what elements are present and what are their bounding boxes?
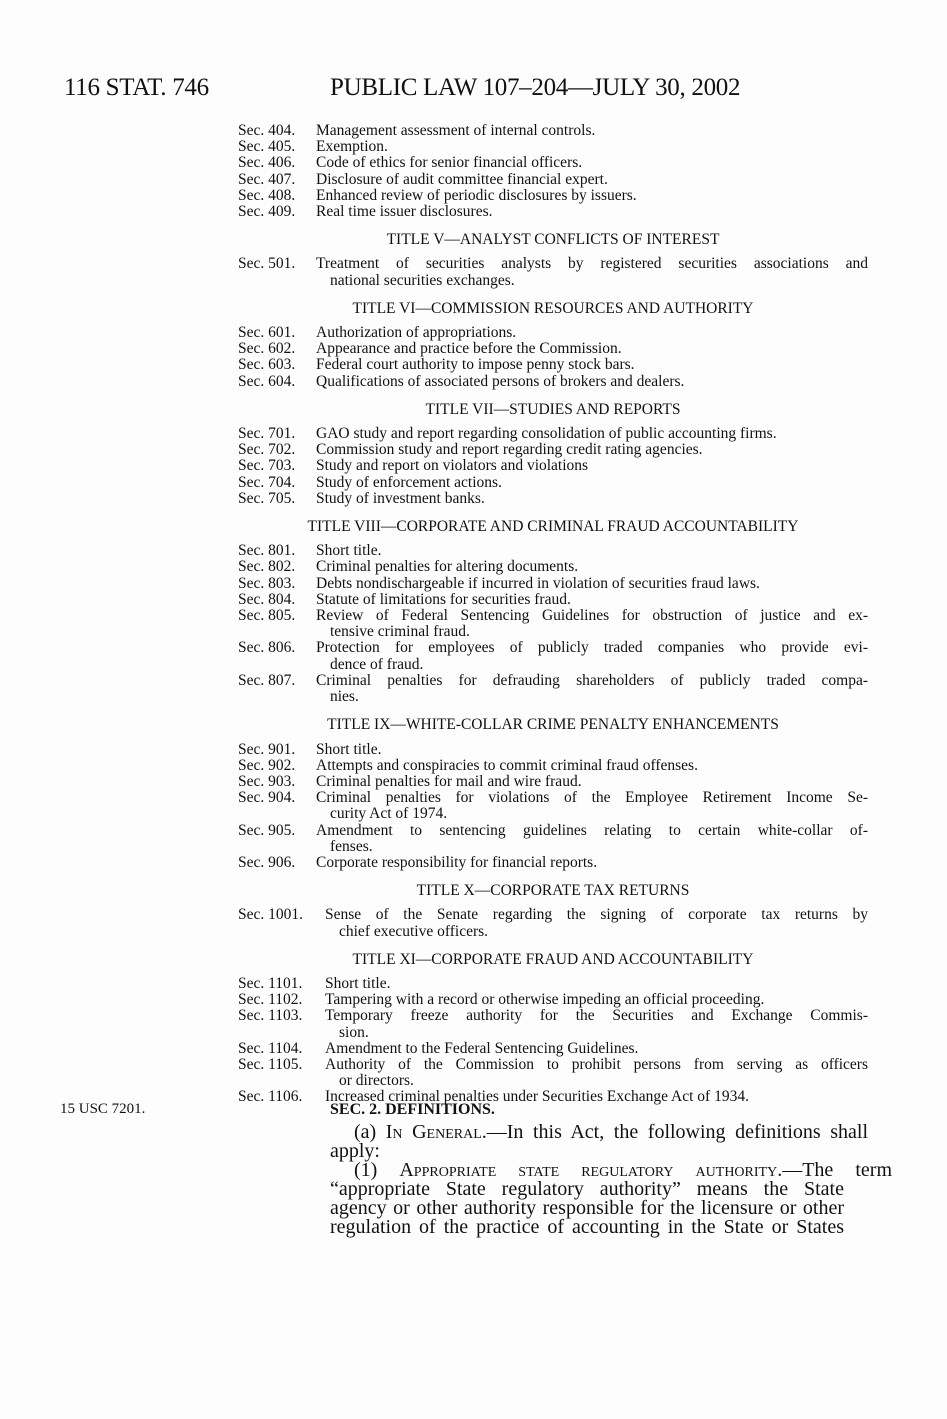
section-title [325,907,868,939]
section-number: Sec. 802. [238,558,296,576]
toc-entry [238,491,868,507]
section-title [316,640,868,672]
section-title-line: curity Act of 1974. [330,805,448,823]
section-number: Sec. 705. [238,489,296,507]
toc-entry [238,204,868,220]
section-title [316,855,868,871]
section-title [316,204,868,220]
section-title [316,823,868,855]
section-number: Sec. 409. [238,203,296,221]
section-title [316,491,868,507]
section-title [325,1057,868,1089]
section-title-line: Management assessment of internal controls. [316,122,596,139]
section-number: Sec. 801. [238,542,296,560]
section-title [316,123,868,139]
section-title [316,374,868,390]
section-body [330,1121,892,1238]
section-title-line: Enhanced review of periodic disclosures by issuers. [316,186,637,204]
section-number: Sec. 404. [238,122,296,139]
section-number: Sec. 701. [238,425,296,443]
body-text: —The term [782,1159,892,1181]
section-title [325,1008,868,1040]
section-heading: SEC. 2. DEFINITIONS. [330,1101,495,1118]
section-title-line: dence of fraud. [330,655,424,673]
body-line: “appropriate State regulatory authority” means the State [330,1178,844,1200]
toc-entry [238,1008,868,1040]
toc-entry [238,907,868,939]
section-number: Sec. 1106. [238,1088,303,1106]
section-title [316,608,868,640]
toc-entry [238,123,868,139]
section-number: Sec. 604. [238,372,296,390]
toc-entry [238,172,868,188]
toc-entry [238,592,868,608]
section-title [325,992,868,1008]
toc-entry [238,256,868,288]
section-title-line: Criminal penalties for altering documents. [316,558,579,576]
section-title-line: Code of ethics for senior financial officers. [316,154,583,172]
toc-entry [238,475,868,491]
section-title-line: Disclosure of audit committee financial expert. [316,170,608,188]
section-title [316,325,868,341]
toc-entry [238,188,868,204]
section-number: Sec. 902. [238,756,296,774]
section-number: Sec. 905. [238,821,296,839]
body-line [330,1123,868,1142]
section-title-line: fenses. [330,837,373,855]
toc-entry [238,341,868,357]
section-number: Sec. 1101. [238,974,303,992]
section-title-line: Real time issuer disclosures. [316,203,493,221]
section-title-line: tensive criminal fraud. [330,623,470,641]
section-title [316,357,868,373]
section-title [316,188,868,204]
toc-entry [238,1041,868,1057]
section-number: Sec. 804. [238,590,296,608]
section-number: Sec. 1102. [238,991,303,1009]
section-title [316,442,868,458]
section-title-line: Study of investment banks. [316,489,485,507]
title-heading: TITLE IX—WHITE-COLLAR CRIME PENALTY ENHANCEMENTS [327,716,779,734]
section-title [316,774,868,790]
section-title-line: Statute of limitations for securities fraud. [316,590,571,608]
section-number: Sec. 807. [238,671,296,689]
section-title [325,976,868,992]
section-number: Sec. 1103. [238,1007,303,1025]
title-heading: TITLE VII—STUDIES AND REPORTS [425,400,681,418]
section-title-line: Protection for employees of publicly traded companies who provide evi- [316,639,868,657]
toc-entry [238,758,868,774]
margin-note: 15 USC 7201. [60,1101,146,1117]
section-title-line: chief executive officers. [339,922,489,940]
section-title-line: Federal court authority to impose penny stock bars. [316,356,635,374]
section-title-line: Short title. [316,542,382,560]
section-title-line: GAO study and report regarding consolidation of public accounting firms. [316,425,777,443]
section-title [316,426,868,442]
section-title-line: Temporary freeze authority for the Securities and Exchange Commis- [325,1007,868,1025]
paragraph-label: (1) [354,1159,400,1181]
toc-entry [238,139,868,155]
section-title [316,673,868,705]
subsection-caption: In General. [385,1121,487,1143]
section-title [316,139,868,155]
section-title-line: Sense of the Senate regarding the signing of corporate tax returns by [325,906,868,924]
section-title-line: or directors. [339,1072,414,1090]
section-number: Sec. 903. [238,772,296,790]
section-title [325,1041,868,1057]
section-title [316,172,868,188]
table-of-contents [238,123,868,1106]
section-title-line: Short title. [325,974,391,992]
title-heading: TITLE X—CORPORATE TAX RETURNS [416,882,690,900]
section-title-line: Corporate responsibility for financial reports. [316,853,598,871]
toc-entry [238,976,868,992]
section-number: Sec. 904. [238,789,296,807]
toc-entry [238,640,868,672]
section-title [316,742,868,758]
section-title-line: Criminal penalties for mail and wire fraud. [316,772,582,790]
section-number: Sec. 1001. [238,906,304,924]
toc-entry [238,742,868,758]
section-title-line: Debts nondischargeable if incurred in violation of securities fraud laws. [316,574,760,592]
section-title-line: Appearance and practice before the Commission. [316,340,622,358]
section-title-line: Increased criminal penalties under Securities Exchange Act of 1934. [325,1088,749,1106]
section-number: Sec. 603. [238,356,296,374]
toc-entry [238,1057,868,1089]
toc-entry [238,823,868,855]
section-number: Sec. 1104. [238,1039,303,1057]
title-heading: TITLE VI—COMMISSION RESOURCES AND AUTHORITY [352,299,754,317]
section-number: Sec. 702. [238,441,296,459]
running-header: PUBLIC LAW 107–204—JULY 30, 2002 [330,74,741,101]
subsection-label: (a) [354,1121,386,1143]
toc-entry [238,992,868,1008]
toc-entry [238,374,868,390]
toc-entry [238,458,868,474]
toc-entry [238,543,868,559]
section-number: Sec. 906. [238,853,296,871]
section-title-line: sion. [339,1023,369,1041]
section-title-line: Exemption. [316,138,388,156]
section-title-line: Study of enforcement actions. [316,473,502,491]
section-title-line: Authorization of appropriations. [316,324,517,342]
section-title-line: Amendment to the Federal Sentencing Guidelines. [325,1039,639,1057]
section-number: Sec. 703. [238,457,296,475]
section-number: Sec. 406. [238,154,296,172]
toc-entry [238,357,868,373]
section-title [316,559,868,575]
toc-entry [238,155,868,171]
section-title [316,155,868,171]
section-title-line: Qualifications of associated persons of brokers and dealers. [316,372,685,390]
section-title [316,256,868,288]
section-title-line: Study and report on violators and violations [316,457,589,475]
toc-entry [238,855,868,871]
body-line: apply: [330,1140,380,1162]
section-number: Sec. 805. [238,607,296,625]
section-title [316,475,868,491]
section-title-line: Short title. [316,740,382,758]
section-number: Sec. 803. [238,574,296,592]
toc-entry [238,426,868,442]
section-number: Sec. 408. [238,186,296,204]
section-title [316,543,868,559]
section-title [316,758,868,774]
body-line: agency or other authority responsible for the licensure or other [330,1197,844,1219]
toc-entry [238,608,868,640]
section-number: Sec. 901. [238,740,296,758]
title-heading: TITLE V—ANALYST CONFLICTS OF INTEREST [386,231,720,249]
body-line: regulation of the practice of accounting in the State or States [330,1216,844,1238]
section-title-line: Criminal penalties for violations of the Employee Retirement Income Se- [316,789,868,807]
toc-entry [238,442,868,458]
title-heading: TITLE XI—CORPORATE FRAUD AND ACCOUNTABILITY [352,950,754,968]
section-title-line: Amendment to sentencing guidelines relating to certain white-collar of- [316,821,868,839]
section-title-line: national securities exchanges. [330,271,515,289]
toc-entry [238,673,868,705]
section-number: Sec. 601. [238,324,296,342]
toc-entry [238,576,868,592]
section-number: Sec. 602. [238,340,296,358]
toc-entry [238,790,868,822]
title-heading: TITLE VIII—CORPORATE AND CRIMINAL FRAUD ACCOUNTABILITY [307,518,799,536]
section-title-line: Attempts and conspiracies to commit criminal fraud offenses. [316,756,698,774]
toc-entry [238,774,868,790]
page-citation: 116 STAT. 746 [64,74,209,101]
section-title-line: Commission study and report regarding credit rating agencies. [316,441,703,459]
toc-entry [238,559,868,575]
paragraph-caption: Appropriate state regulatory authority. [399,1159,783,1181]
section-number: Sec. 407. [238,170,296,188]
section-number: Sec. 704. [238,473,296,491]
section-title [316,576,868,592]
section-title [316,341,868,357]
section-title-line: Review of Federal Sentencing Guidelines for obstruction of justice and ex- [316,607,868,625]
section-number: Sec. 405. [238,138,296,156]
section-title [316,458,868,474]
section-title [316,592,868,608]
section-title-line: Tampering with a record or otherwise impeding an official proceeding. [325,991,765,1009]
body-text: —In this Act, the following definitions shall [486,1121,868,1143]
section-number: Sec. 806. [238,639,296,657]
section-title-line: Criminal penalties for defrauding shareholders of publicly traded compa- [316,671,868,689]
section-number: Sec. 1105. [238,1055,303,1073]
toc-entry [238,325,868,341]
section-title [316,790,868,822]
section-title-line: Authority of the Commission to prohibit persons from serving as officers [325,1055,868,1073]
section-number: Sec. 501. [238,255,296,273]
section-title-line: nies. [330,688,359,706]
section-title-line: Treatment of securities analysts by registered securities associations and [316,255,868,273]
